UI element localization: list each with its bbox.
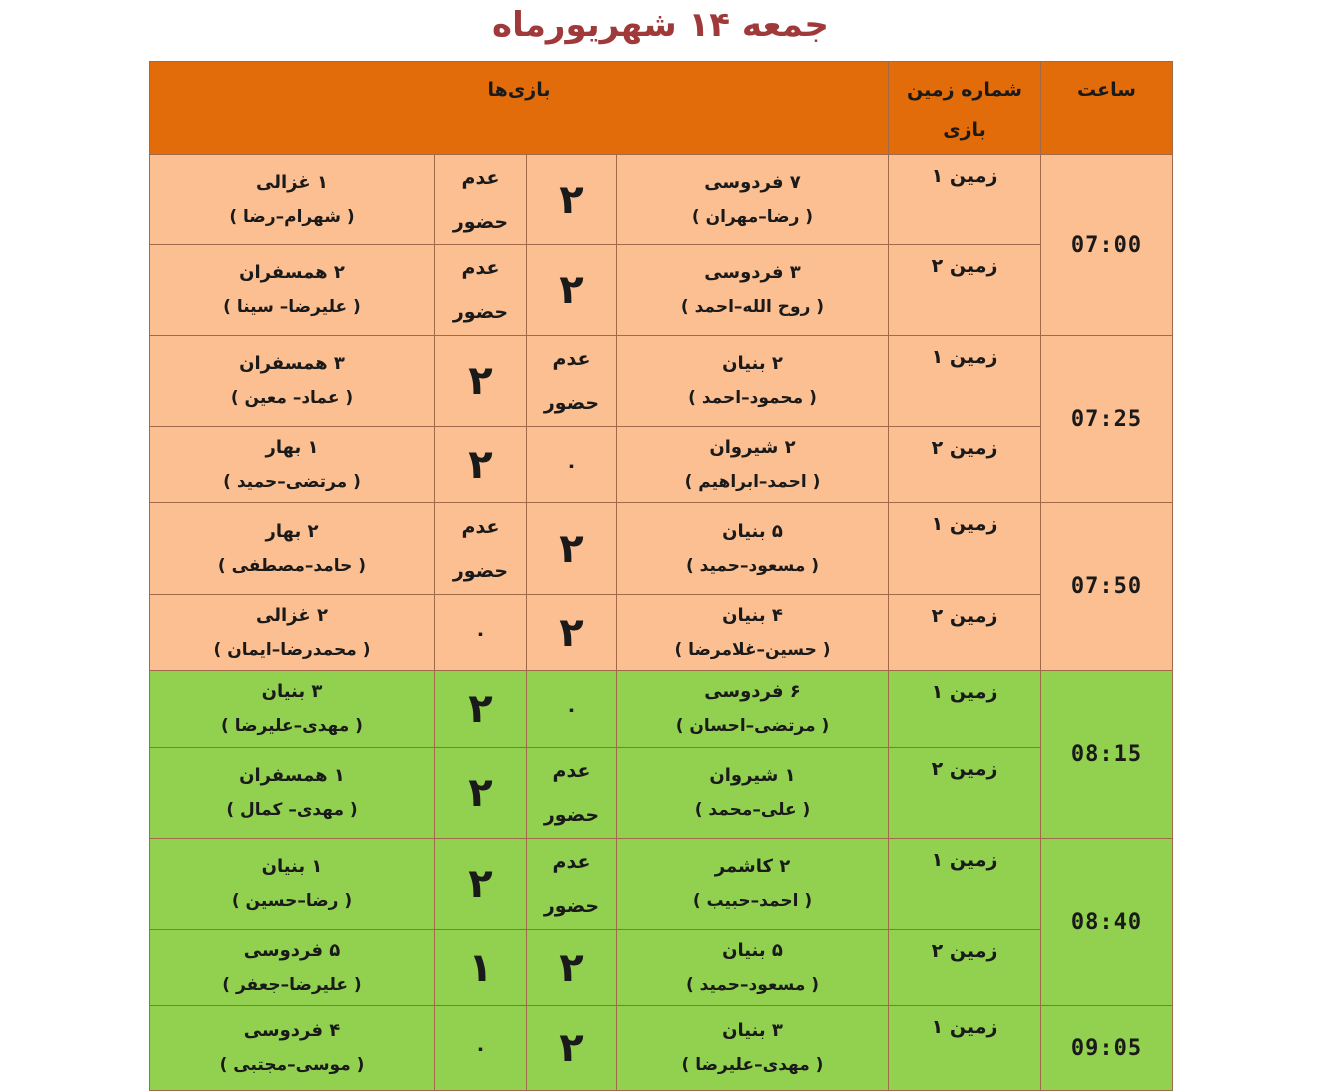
score2-cell: ۲ [435,427,527,503]
table-row [150,595,1173,671]
team-players: ( مسعود–حمید ) [685,974,820,995]
team-players: ( شهرام–رضا ) [229,206,355,227]
team-players: ( مرتضی–احسان ) [675,716,830,736]
team1-cell [617,595,889,671]
time-cell: 08:40 [1041,839,1173,1006]
table-header-row [150,62,1173,155]
team1-cell [617,155,889,245]
team-players: ( حسین–غلامرضا ) [674,639,831,660]
score2-cell [435,155,527,245]
team-players: ( محمود–احمد ) [688,388,817,408]
time-cell: 09:05 [1041,1006,1173,1091]
field-cell: زمین ۱ [889,1006,1041,1091]
team-players: ( علی–محمد ) [694,800,811,820]
team-name: ۵ بنیان [722,939,783,961]
score1-cell: ۲ [527,930,617,1006]
team2-cell [150,155,435,245]
field-cell: زمین ۲ [889,930,1041,1006]
page-title: جمعه ۱۴ شهریورماه [492,5,829,45]
score1-cell: ۲ [527,155,617,245]
team-name: ۱ شیروان [709,765,796,786]
team-name: ۲ شیروان [709,436,796,458]
absent-line1: عدم [552,348,591,370]
team1-cell [617,336,889,427]
team-name: ۷ فردوسی [704,171,801,193]
field-cell: زمین ۲ [889,595,1041,671]
team-players: ( رضا–حسین ) [231,891,353,911]
field-cell: زمین ۲ [889,748,1041,839]
team-name: ۲ همسفران [239,262,345,283]
team-players: ( علیرضا–جعفر ) [222,974,362,995]
team2-cell [150,245,435,336]
score2-cell: ۲ [435,671,527,748]
table-row [150,427,1173,503]
team-name: ۳ فردوسی [704,262,801,283]
absent-line1: عدم [552,851,591,873]
team-players: ( روح الله–احمد ) [680,297,825,317]
team-name: ۳ همسفران [239,353,345,374]
team-players: ( مهدی–علیرضا ) [221,716,363,736]
team-name: ۶ فردوسی [704,681,801,702]
table-row [150,671,1173,748]
team-name: ۱ همسفران [239,765,345,786]
header-field-line2: بازی [943,119,986,141]
time-cell: 08:15 [1041,671,1173,839]
score2-cell [435,503,527,595]
team-name: ۲ کاشمر [714,856,791,877]
team-name: ۲ بهار [265,520,319,542]
team1-cell [617,839,889,930]
team-name: ۱ غزالی [256,171,328,193]
team-players: ( علیرضا– سینا ) [223,297,361,317]
score2-cell: ۲ [435,336,527,427]
score2-cell [435,245,527,336]
team-players: ( احمد–ابراهیم ) [684,471,821,492]
absent-line2: حضور [543,804,600,826]
score2-cell: ۰ [435,595,527,671]
score1-cell [527,336,617,427]
team1-cell [617,748,889,839]
team-players: ( عماد– معین ) [230,388,354,408]
team-name: ۲ غزالی [256,604,328,626]
team1-cell [617,427,889,503]
schedule-table [149,61,1173,1091]
team2-cell [150,671,435,748]
time-cell: 07:50 [1041,503,1173,671]
field-cell: زمین ۱ [889,839,1041,930]
team-name: ۵ بنیان [722,520,783,542]
time-cell: 07:00 [1041,155,1173,336]
team-players: ( موسی–مجتبی ) [219,1055,365,1075]
team2-cell [150,1006,435,1091]
team-players: ( مهدی– کمال ) [226,800,358,820]
table-row [150,1006,1173,1091]
team2-cell [150,748,435,839]
team1-cell [617,503,889,595]
team-players: ( رضا–مهران ) [691,206,814,227]
field-cell: زمین ۲ [889,245,1041,336]
absent-line2: حضور [543,895,600,917]
team2-cell [150,595,435,671]
table-row [150,839,1173,930]
table-row [150,245,1173,336]
team-players: ( مهدی–علیرضا ) [681,1055,824,1075]
team-name: ۲ بنیان [722,353,783,374]
field-cell: زمین ۱ [889,336,1041,427]
absent-line1: عدم [461,166,500,189]
team-players: ( احمد–حبیب ) [692,891,813,911]
team-players: ( مرتضی–حمید ) [223,471,361,492]
absent-line1: عدم [552,760,591,782]
team-name: ۴ فردوسی [243,1020,341,1041]
time-cell: 07:25 [1041,336,1173,503]
table-row [150,503,1173,595]
header-games: بازی‌ها [150,62,889,155]
team-name: ۳ بنیان [261,681,323,702]
score1-cell: ۲ [527,245,617,336]
header-time: ساعت [1041,62,1173,155]
team1-cell [617,671,889,748]
team2-cell [150,427,435,503]
team1-cell [617,1006,889,1091]
absent-line1: عدم [461,257,500,279]
team-name: ۴ بنیان [722,604,783,626]
team2-cell [150,336,435,427]
score1-cell: ۰ [527,671,617,748]
score1-cell: ۲ [527,1006,617,1091]
table-row [150,748,1173,839]
team-players: ( محمدرضا–ایمان ) [213,639,371,660]
absent-line2: حضور [452,559,509,582]
header-field [889,62,1041,155]
score1-cell: ۰ [527,427,617,503]
team-name: ۱ بهار [265,436,319,458]
team-name: ۱ بنیان [261,856,323,877]
header-field-line1: شماره زمین [907,79,1022,101]
table-row [150,336,1173,427]
schedule-body [150,155,1173,1091]
field-cell: زمین ۱ [889,503,1041,595]
score1-cell [527,839,617,930]
table-row [150,155,1173,245]
team-name: ۵ فردوسی [243,939,341,961]
score2-cell: ۲ [435,839,527,930]
team-players: ( حامد–مصطفی ) [217,555,367,576]
score1-cell [527,748,617,839]
score1-cell: ۲ [527,595,617,671]
absent-line1: عدم [461,515,500,538]
absent-line2: حضور [452,210,509,233]
field-cell: زمین ۲ [889,427,1041,503]
team2-cell [150,839,435,930]
table-row [150,930,1173,1006]
absent-line2: حضور [543,392,600,414]
score2-cell: ۰ [435,1006,527,1091]
team2-cell [150,503,435,595]
absent-line2: حضور [452,301,509,323]
score2-cell: ۲ [435,748,527,839]
field-cell: زمین ۱ [889,155,1041,245]
team-name: ۳ بنیان [722,1020,783,1041]
score2-cell: ۱ [435,930,527,1006]
team1-cell [617,930,889,1006]
team1-cell [617,245,889,336]
team2-cell [150,930,435,1006]
field-cell: زمین ۱ [889,671,1041,748]
team-players: ( مسعود–حمید ) [685,555,820,576]
score1-cell: ۲ [527,503,617,595]
